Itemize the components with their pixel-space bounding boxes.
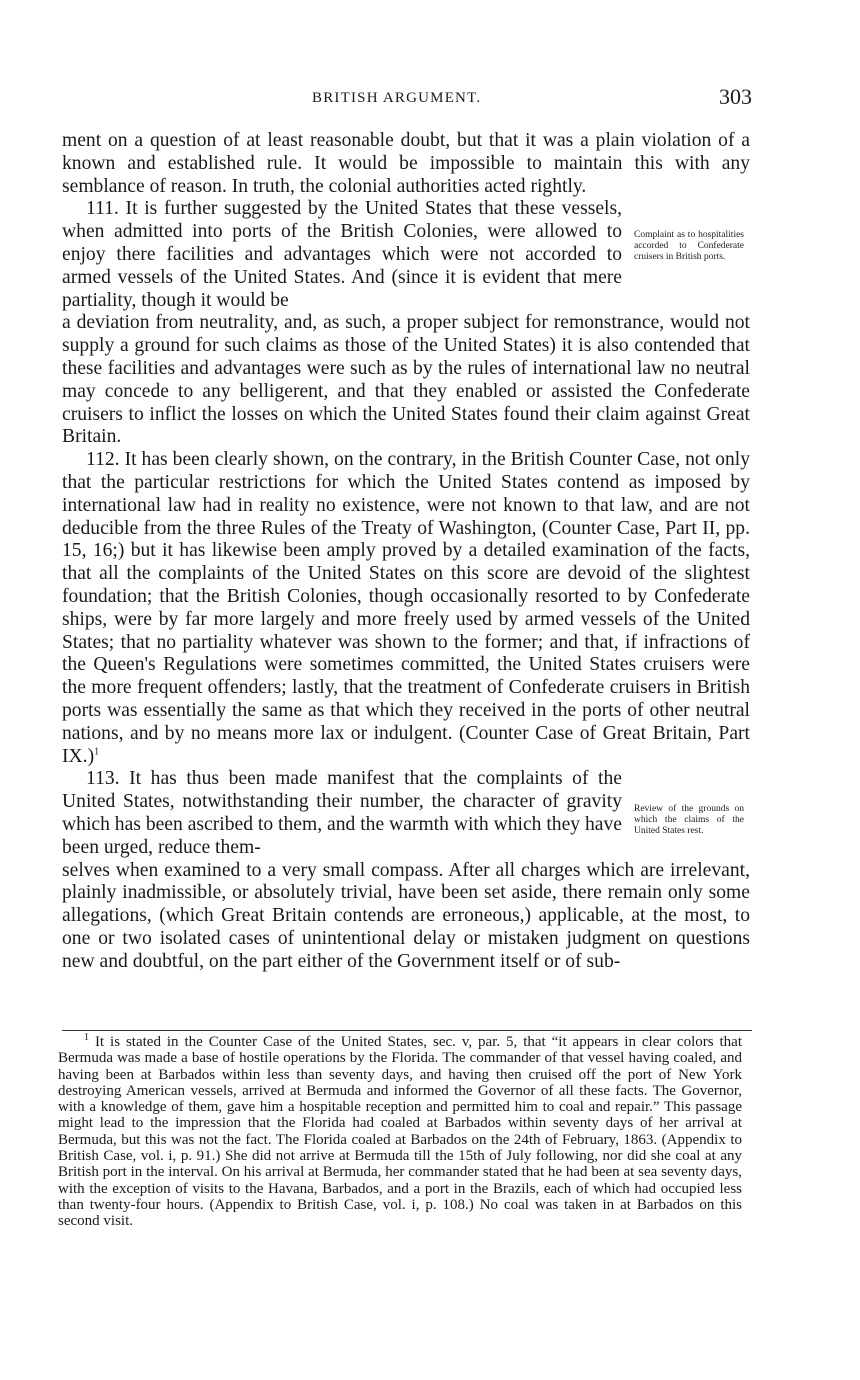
page-header xyxy=(62,86,752,116)
sidenote-review-of-grounds: Review of the grounds on which the claims of the United States rest. xyxy=(634,804,744,837)
paragraph-113 xyxy=(62,768,750,859)
sidenote-hospitalities: Complaint as to hospitalities accorded to Confederate cruisers in British ports. xyxy=(634,230,744,263)
page-number: 303 xyxy=(719,84,752,109)
paragraph-111-side-part: 111. It is further suggested by the United States that these vessels, when admitted into ports of the British Colonies, were allowed to enjoy there facilities and advantages which were not accorded to armed vessels of the United States. And (since it is evident that mere partiality, though it would be xyxy=(62,198,622,311)
footnote xyxy=(58,1034,742,1230)
main-text xyxy=(62,130,750,973)
footnote-text: It is stated in the Counter Case of the United States, sec. v, par. 5, that “it appears in clear colors that Bermuda was made a base of hostile operations by the Florida. The commander of that vessel having coaled, and having been at Barbados within less than seventy days, and having then cruised off the port of New York destroying American vessels, arrived at Bermuda and informed the Governor of all these facts. The Governor, with a knowledge of them, gave him a hospitable reception and permitted him to coal and repair.” This passage might lead to the impression that the Florida had coaled at Barbados within seventy days of her arrival at Bermuda, but this was not the fact. The Florida coaled at Barbados on the 24th of February, 1863. (Appendix to British Case, vol. i, p. 91.) She did not arrive at Bermuda till the 15th of July following, nor did she coal at any British port in the interval. On his arrival at Bermuda, her commander stated that he had been at sea seventy days, with the exception of visits to the Havana, Barbados, and a port in the Brazils, each of which had occupied less than twenty-four hours. (Appendix to British Case, vol. i, p. 108.) No coal was taken in at Barbados on this second visit. xyxy=(58,1034,743,1230)
paragraph-111 xyxy=(62,198,750,312)
paragraph-113-side-part: 113. It has thus been made manifest that the complaints of the United States, notwithstanding their number, the character of gravity which has been ascribed to them, and the warmth with which they have been urged, reduce them- xyxy=(62,768,622,858)
paragraph-112 xyxy=(62,449,750,768)
footnote-divider xyxy=(62,1030,752,1031)
paragraph-113-rest: selves when examined to a very small compass. After all charges which are irrelevant, plainly inadmissible, or absolutely trivial, have been set aside, there remain only some allegations, (which Great Britain contends are erroneous,) applicable, at the most, to one or two isolated cases of unintentional delay or mistaken judgment on questions new and doubtful, on the part either of the Government itself or of sub- xyxy=(62,859,750,972)
paragraph-111-rest: a deviation from neutrality, and, as such, a proper subject for remonstrance, would not supply a ground for such claims as those of the United States) it is also contended that these facilities and advantages were such as by the rules of international law no neutral may concede to any belligerent, and that they enabled or assisted the Confederate cruisers to inflict the losses on which the United States found their claim against Great Britain. xyxy=(62,312,750,448)
running-head: BRITISH ARGUMENT. xyxy=(312,90,482,106)
footnote-reference: 1 xyxy=(94,745,100,757)
paragraph-112-text: 112. It has been clearly shown, on the contrary, in the British Counter Case, not only that the particular restrictions for which the United States contend as imposed by international law had in reality no existence, were not known to that law, and are not deducible from the three Rules of the Treaty of Washington, (Counter Case, Part II, pp. 15, 16;) but it has likewise been amply proved by a detailed examination of the facts, that all the complaints of the United States on this score are devoid of the slightest foundation; that the British Colonies, though occasionally resorted to by Confederate ships, were by far more largely and more freely used by armed vessels of the United States; that no partiality whatever was shown to the former; and that, if infractions of the Queen's Regulations were sometimes committed, the United States cruisers were the more frequent offenders; lastly, that the treatment of Confederate cruisers in British ports was essentially the same as that which they received in the ports of other neutral nations, and by no means more lax or indulgent. (Counter Case of Great Britain, Part IX.) xyxy=(62,449,750,767)
footnote-mark: 1 xyxy=(84,1032,89,1043)
paragraph-continuation: ment on a question of at least reasonable doubt, but that it was a plain violation of a known and established rule. It would be impossible to maintain this with any semblance of reason. In truth, the colonial authorities acted rightly. xyxy=(62,130,750,197)
